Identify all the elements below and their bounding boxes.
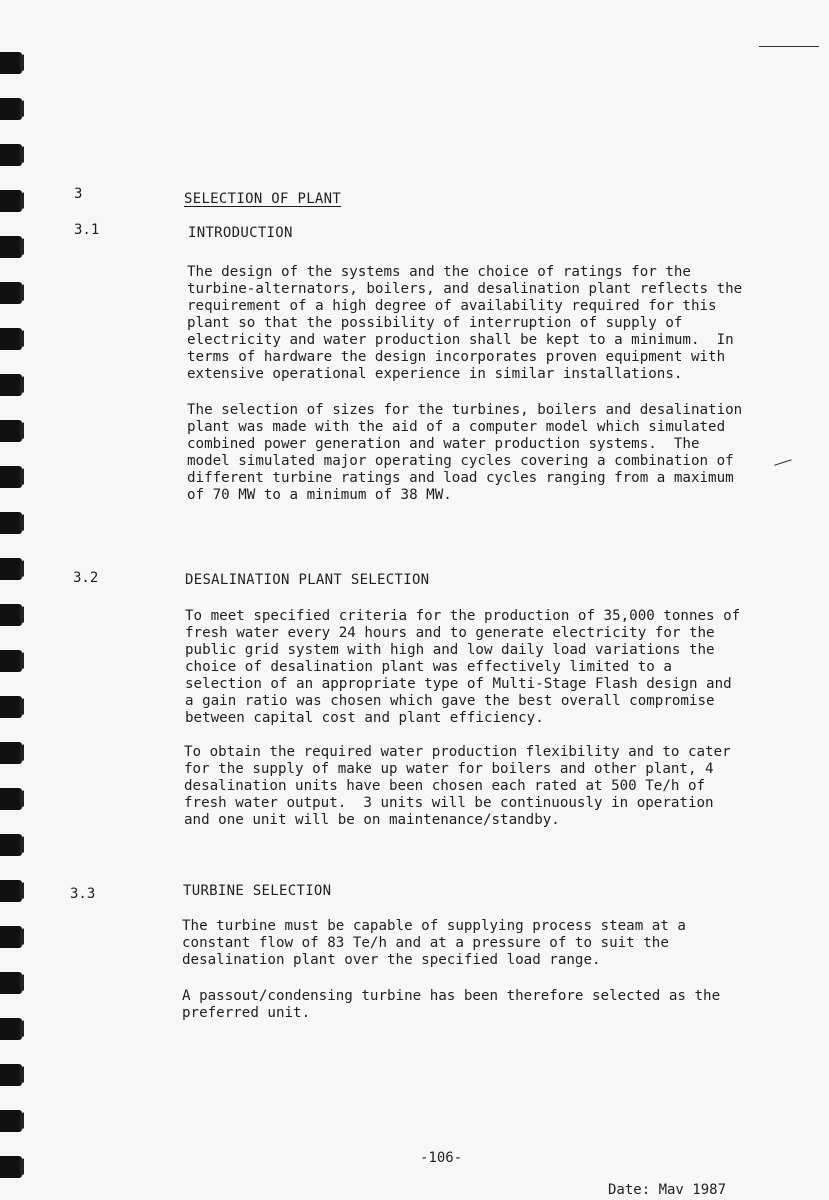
- paragraph: To meet specified criteria for the production of 35,000 tonnes of fresh water every 24 hours and to generate electricity for the public grid system with high and low daily load variations the choice of desalination plant was effectively limited to a selection of an appropriate type of Multi-Stage Flash design and a gain ratio was chosen which gave the best overall compromise between capital cost and plant efficiency.: [185, 608, 741, 726]
- margin-rule: [759, 46, 819, 47]
- section-number: 3: [74, 186, 83, 202]
- section-heading: INTRODUCTION: [188, 225, 293, 241]
- margin-mark: [774, 459, 791, 466]
- section-number: 3.1: [74, 222, 100, 238]
- section-heading: DESALINATION PLANT SELECTION: [185, 572, 430, 588]
- paragraph: The turbine must be capable of supplying process steam at a constant flow of 83 Te/h and at a pressure of to suit the desalination plant over the specified load range.: [182, 918, 686, 968]
- section-heading: SELECTION OF PLANT: [184, 191, 342, 207]
- section-heading: TURBINE SELECTION: [183, 883, 332, 899]
- paragraph: A passout/condensing turbine has been therefore selected as the preferred unit.: [182, 988, 721, 1021]
- page-number: -106-: [420, 1150, 463, 1166]
- paragraph: To obtain the required water production flexibility and to cater for the supply of make up water for boilers and other plant, 4 desalination units have been chosen each rated at 500 Te/h of fresh water output. 3 units will be continuously in operation and one unit will be on maintenance/standby.: [184, 744, 731, 828]
- paragraph: The selection of sizes for the turbines, boilers and desalination plant was made with the aid of a computer model which simulated combined power generation and water production systems. The model simulated major operating cycles covering a combination of different turbine ratings and load cycles ranging from a maximum of 70 MW to a minimum of 38 MW.: [187, 402, 743, 503]
- paragraph: The design of the systems and the choice of ratings for the turbine-alternators, boilers, and desalination plant reflects the requirement of a high degree of availability required for this plant so that the possibility of interruption of supply of electricity and water production shall be kept to a minimum. In terms of hardware the design incorporates proven equipment with extensive operational experience in similar installations.: [187, 264, 743, 382]
- spiral-binding: [0, 30, 30, 1200]
- section-number: 3.3: [70, 886, 96, 902]
- section-number: 3.2: [73, 570, 99, 586]
- document-date: Date: Mav 1987: [608, 1182, 727, 1198]
